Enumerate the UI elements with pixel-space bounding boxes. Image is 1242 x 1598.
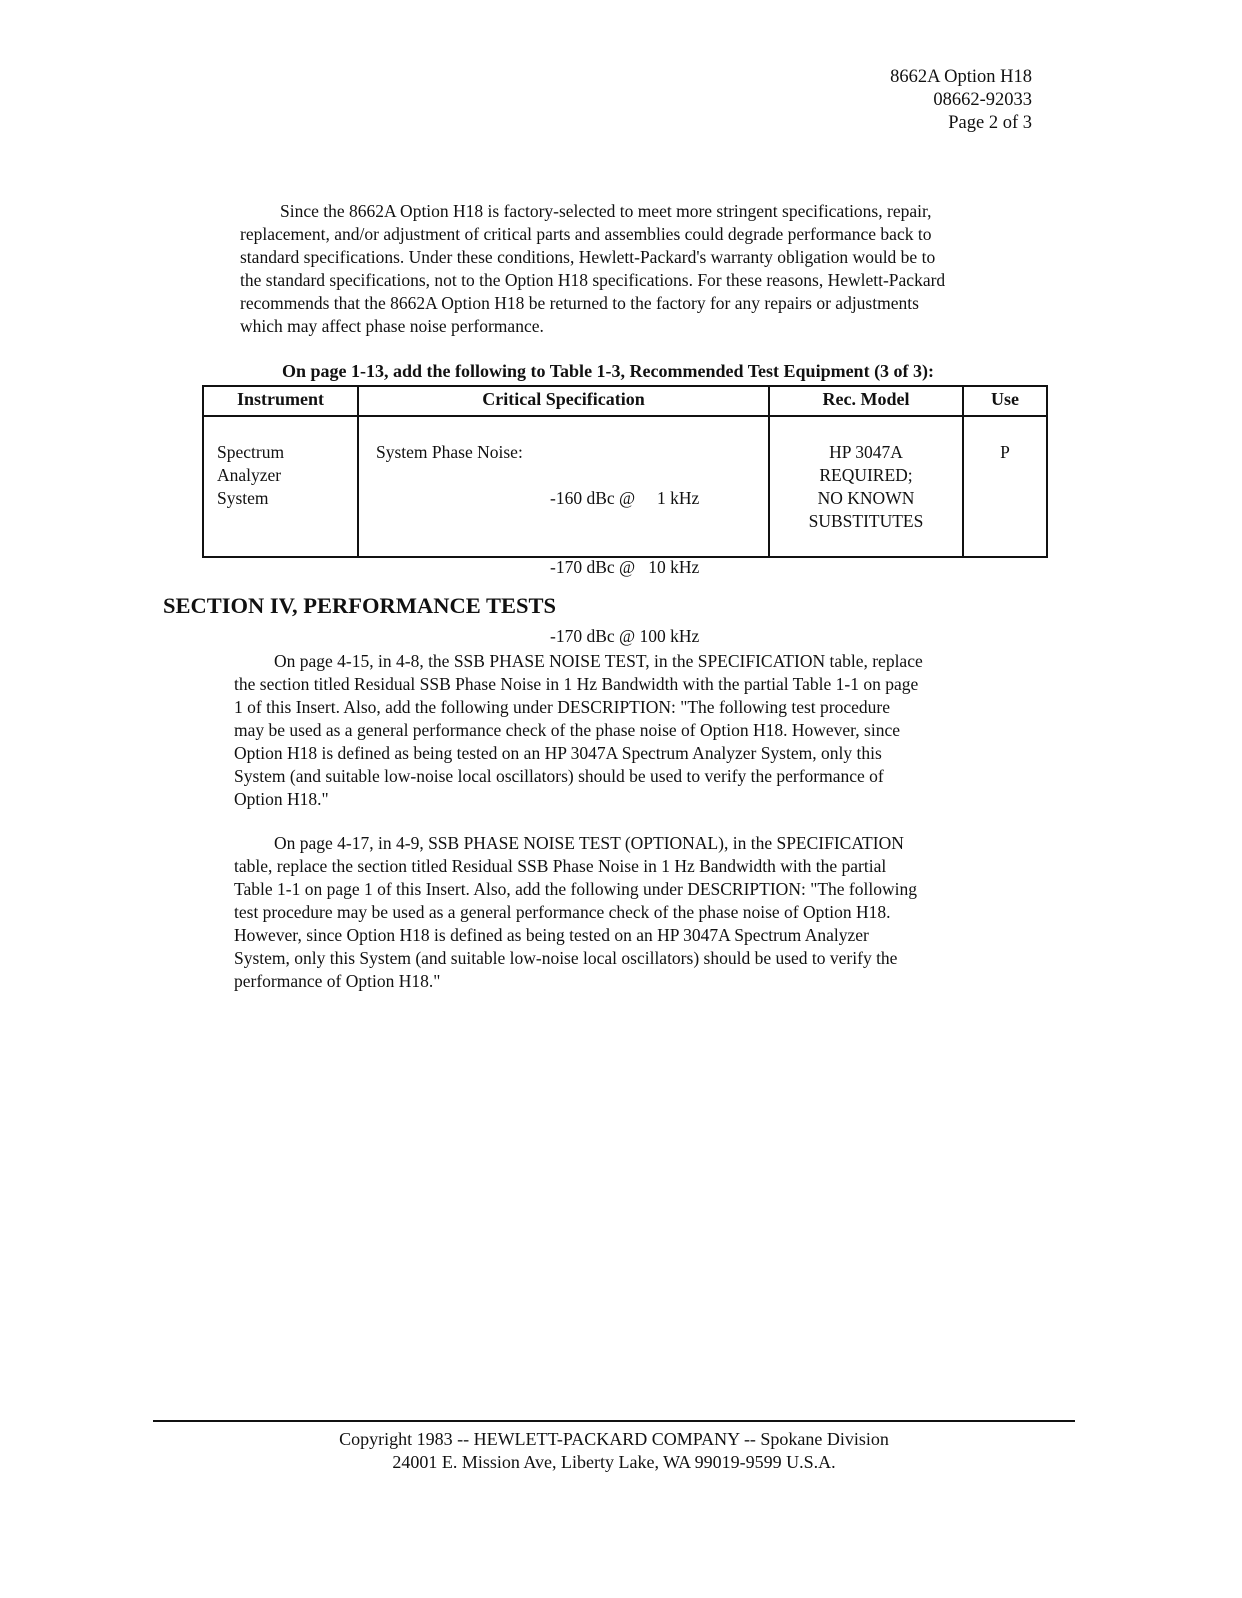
model-line: HP 3047A — [829, 442, 903, 462]
cell-rec-model — [770, 441, 962, 533]
document-title: 8662A Option H18 — [890, 67, 1032, 87]
section-paragraph-1 — [234, 650, 1034, 811]
paragraph-line: On page 4-15, in 4-8, the SSB PHASE NOISE TEST, in the SPECIFICATION table, replace — [274, 651, 923, 671]
footer-rule — [153, 1420, 1075, 1422]
cell-use — [964, 441, 1046, 464]
paragraph-line: recommends that the 8662A Option H18 be returned to the factory for any repairs or adjustments — [240, 293, 919, 313]
spec-value: -170 dBc @ 100 kHz — [550, 626, 700, 646]
address-line: 24001 E. Mission Ave, Liberty Lake, WA 99019-9599 U.S.A. — [392, 1452, 836, 1472]
instrument-line: Analyzer — [217, 465, 282, 485]
paragraph-line: Since the 8662A Option H18 is factory-selected to meet more stringent specifications, repair, — [280, 201, 932, 221]
column-divider — [357, 387, 359, 556]
table-header-row — [204, 387, 1046, 417]
section-heading: SECTION IV, PERFORMANCE TESTS — [163, 593, 557, 618]
cell-spec-label — [376, 441, 523, 464]
header-instrument: Instrument — [236, 389, 324, 409]
instrument-line: Spectrum — [217, 442, 285, 462]
page-number: Page 2 of 3 — [948, 113, 1032, 133]
spec-label: System Phase Noise: — [376, 442, 523, 462]
paragraph-line: standard specifications. Under these conditions, Hewlett-Packard's warranty obligation would be to — [240, 247, 936, 267]
copyright-line: Copyright 1983 -- HEWLETT-PACKARD COMPANY -- Spokane Division — [339, 1429, 889, 1449]
header-rec-model: Rec. Model — [822, 389, 910, 409]
header-use: Use — [991, 389, 1019, 409]
paragraph-line: the standard specifications, not to the Option H18 specifications. For these reasons, Hewlett-Packard — [240, 270, 946, 290]
paragraph-line: Option H18 is defined as being tested on an HP 3047A Spectrum Analyzer System, only this — [234, 743, 882, 763]
model-line: REQUIRED; — [819, 465, 913, 485]
cell-instrument — [217, 441, 284, 510]
spec-value: -170 dBc @ 10 kHz — [550, 557, 700, 577]
model-line: NO KNOWN — [817, 488, 915, 508]
intro-paragraph — [240, 200, 1040, 338]
part-number: 08662-92033 — [933, 90, 1032, 110]
paragraph-line: On page 4-17, in 4-9, SSB PHASE NOISE TEST (OPTIONAL), in the SPECIFICATION — [274, 833, 904, 853]
paragraph-line: However, since Option H18 is defined as being tested on an HP 3047A Spectrum Analyzer — [234, 925, 869, 945]
table-caption: On page 1-13, add the following to Table 1-3, Recommended Test Equipment (3 of 3): — [282, 361, 935, 381]
column-divider — [962, 387, 964, 556]
section-paragraph-2 — [234, 832, 1034, 993]
paragraph-line: Option H18." — [234, 789, 329, 809]
paragraph-line: 1 of this Insert. Also, add the following under DESCRIPTION: "The following test procedure — [234, 697, 891, 717]
paragraph-line: Table 1-1 on page 1 of this Insert. Also, add the following under DESCRIPTION: "The following — [234, 879, 917, 899]
page-header — [890, 66, 1032, 135]
paragraph-line: the section titled Residual SSB Phase Noise in 1 Hz Bandwidth with the partial Table 1-1 on page — [234, 674, 919, 694]
paragraph-line: test procedure may be used as a general performance check of the phase noise of Option H18. — [234, 902, 891, 922]
paragraph-line: System (and suitable low-noise local oscillators) should be used to verify the performance of — [234, 766, 884, 786]
paragraph-line: which may affect phase noise performance. — [240, 316, 544, 336]
paragraph-line: System, only this System (and suitable low-noise local oscillators) should be used to verify the — [234, 948, 898, 968]
paragraph-line: table, replace the section titled Residual SSB Phase Noise in 1 Hz Bandwidth with the partial — [234, 856, 887, 876]
spec-value: -160 dBc @ 1 kHz — [550, 488, 700, 508]
instrument-line: System — [217, 488, 269, 508]
paragraph-line: replacement, and/or adjustment of critical parts and assemblies could degrade performance back to — [240, 224, 932, 244]
page-footer — [153, 1428, 1075, 1474]
header-critical-specification: Critical Specification — [482, 389, 645, 409]
paragraph-line: performance of Option H18." — [234, 971, 441, 991]
paragraph-line: may be used as a general performance check of the phase noise of Option H18. However, since — [234, 720, 900, 740]
use-code: P — [1000, 442, 1010, 462]
model-line: SUBSTITUTES — [808, 511, 924, 531]
